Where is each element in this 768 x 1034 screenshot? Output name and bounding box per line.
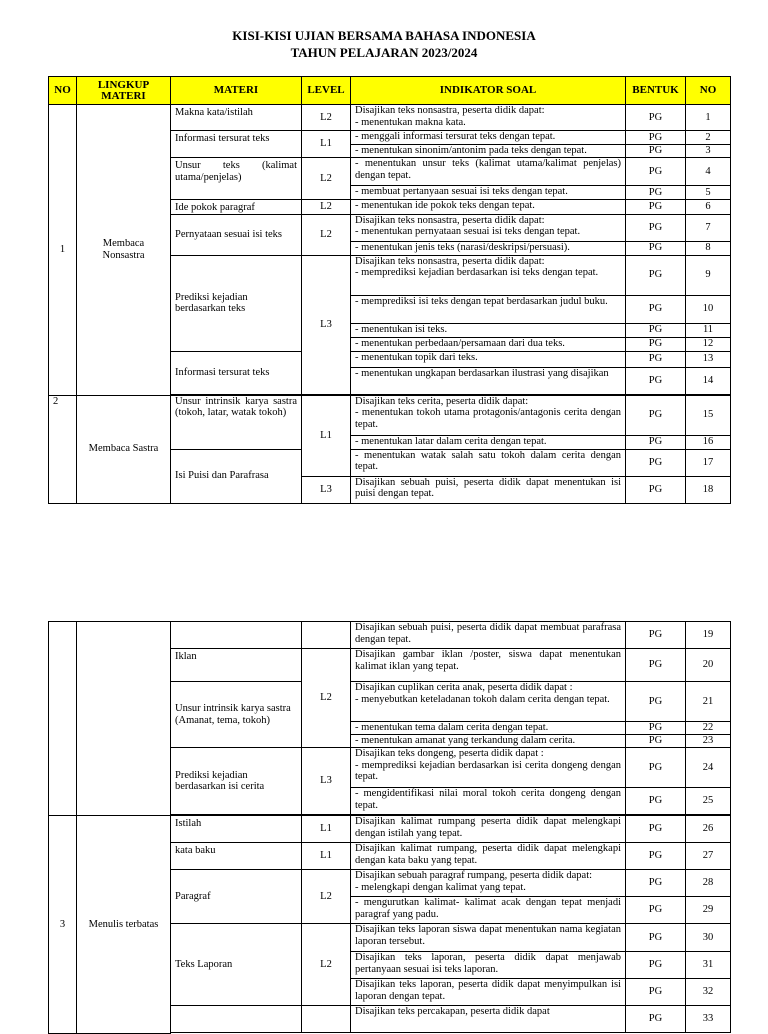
indikator-cell: - menggali informasi tersurat teks dengan tepat. (351, 131, 626, 145)
materi-cell (171, 1006, 302, 1033)
soal-number: 8 (686, 241, 731, 255)
bentuk-cell: PG (626, 337, 686, 351)
indikator-cell: - membuat pertanyaan sesuai isi teks dengan tepat. (351, 186, 626, 200)
row-number: 1 (49, 105, 77, 396)
header-lingkup-materi: LINGKUP MATERI (77, 77, 171, 105)
table-row (49, 816, 731, 843)
indikator-cell: - menentukan ide pokok teks dengan tepat. (351, 200, 626, 215)
soal-number: 10 (686, 295, 731, 323)
materi-cell: Pernyataan sesuai isi teks (171, 214, 302, 255)
indikator-cell: - menentukan perbedaan/persamaan dari dua teks. (351, 337, 626, 351)
bentuk-cell: PG (626, 622, 686, 649)
soal-number: 11 (686, 323, 731, 337)
indikator-cell: - menentukan latar dalam cerita dengan tepat. (351, 435, 626, 449)
bentuk-cell: PG (626, 295, 686, 323)
materi-cell: Informasi tersurat teks (171, 351, 302, 394)
header-level: LEVEL (302, 77, 351, 105)
indikator-cell: - menentukan ungkapan berdasarkan ilustrasi yang disajikan (351, 367, 626, 394)
header-indikator-soal: INDIKATOR SOAL (351, 77, 626, 105)
indikator-cell: Disajikan teks percakapan, peserta didik dapat (351, 1006, 626, 1033)
indikator-text: - melengkapi dengan kalimat yang tepat. (355, 881, 526, 893)
bentuk-cell: PG (626, 952, 686, 979)
lingkup-materi: Membaca Nonsastra (77, 105, 171, 396)
materi-cell (171, 622, 302, 649)
header-no: NO (49, 77, 77, 105)
materi-cell: kata baku (171, 843, 302, 870)
soal-number: 18 (686, 476, 731, 503)
bentuk-cell: PG (626, 105, 686, 131)
indikator-cell (351, 870, 626, 897)
indikator-text: Disajikan teks nonsastra, peserta didik dapat: (355, 255, 545, 267)
soal-number: 19 (686, 622, 731, 649)
soal-number: 16 (686, 435, 731, 449)
level-cell: L2 (302, 649, 351, 748)
indikator-text: - menentukan makna kata. (355, 116, 466, 128)
level-cell: L1 (302, 395, 351, 476)
soal-number: 17 (686, 449, 731, 476)
indikator-cell: Disajikan sebuah puisi, peserta didik dapat membuat parafrasa dengan tepat. (351, 622, 626, 649)
bentuk-cell: PG (626, 1006, 686, 1033)
materi-cell: Unsur intrinsik karya sastra (Amanat, tema, tokoh) (171, 682, 302, 748)
indikator-cell: - menentukan watak salah satu tokoh dalam cerita dengan tepat. (351, 449, 626, 476)
indikator-text: Disajikan cuplikan cerita anak, peserta didik dapat : (355, 682, 573, 693)
indikator-cell: - menentukan amanat yang terkandung dalam cerita. (351, 735, 626, 748)
level-cell: L2 (302, 924, 351, 1006)
bentuk-cell: PG (626, 897, 686, 924)
level-cell: L3 (302, 255, 351, 394)
bentuk-cell: PG (626, 186, 686, 200)
bentuk-cell: PG (626, 200, 686, 215)
bentuk-cell: PG (626, 255, 686, 295)
indikator-text: Disajikan teks nonsastra, peserta didik dapat: (355, 214, 545, 226)
soal-number: 4 (686, 158, 731, 186)
level-cell: L3 (302, 748, 351, 815)
indikator-cell (351, 214, 626, 241)
soal-number: 14 (686, 367, 731, 394)
lingkup-materi (77, 622, 171, 816)
table-row (49, 105, 731, 131)
soal-number: 33 (686, 1006, 731, 1033)
materi-cell: Makna kata/istilah (171, 105, 302, 131)
bentuk-cell: PG (626, 476, 686, 503)
soal-number: 13 (686, 351, 731, 367)
indikator-text: - menentukan pernyataan sesuai isi teks dengan tepat. (355, 226, 581, 237)
level-cell: L1 (302, 816, 351, 843)
materi-cell: Prediksi kejadian berdasarkan teks (171, 255, 302, 351)
indikator-text: Disajikan sebuah paragraf rumpang, peserta didik dapat: (355, 870, 593, 881)
materi-cell: Unsur intrinsik karya sastra (tokoh, latar, watak tokoh) (171, 395, 302, 449)
bentuk-cell: PG (626, 214, 686, 241)
bentuk-cell: PG (626, 351, 686, 367)
indikator-cell: - menentukan isi teks. (351, 323, 626, 337)
level-cell: L2 (302, 105, 351, 131)
bentuk-cell: PG (626, 649, 686, 682)
soal-number: 28 (686, 870, 731, 897)
bentuk-cell: PG (626, 788, 686, 815)
level-cell: L3 (302, 476, 351, 503)
soal-number: 32 (686, 979, 731, 1006)
materi-cell: Prediksi kejadian berdasarkan isi cerita (171, 748, 302, 815)
level-cell: L2 (302, 158, 351, 200)
header-bentuk: BENTUK (626, 77, 686, 105)
indikator-cell: - mengidentifikasi nilai moral tokoh cerita dongeng dengan tepat. (351, 788, 626, 815)
soal-number: 24 (686, 748, 731, 788)
indikator-cell: Disajikan teks laporan, peserta didik dapat menyimpulkan isi laporan dengan tepat. (351, 979, 626, 1006)
indikator-text: - menyebutkan keteladanan tokoh dalam cerita dengan tepat. (355, 693, 610, 705)
indikator-cell (351, 748, 626, 788)
materi-cell: Informasi tersurat teks (171, 131, 302, 158)
soal-number: 6 (686, 200, 731, 215)
indikator-cell: - menentukan tema dalam cerita dengan tepat. (351, 722, 626, 735)
soal-number: 12 (686, 337, 731, 351)
soal-number: 21 (686, 682, 731, 722)
soal-number: 22 (686, 722, 731, 735)
indikator-cell: Disajikan sebuah puisi, peserta didik dapat menentukan isi puisi dengan tepat. (351, 476, 626, 503)
soal-number: 1 (686, 105, 731, 131)
indikator-text: Disajikan teks nonsastra, peserta didik dapat: (355, 105, 545, 116)
soal-number: 20 (686, 649, 731, 682)
materi-cell: Isi Puisi dan Parafrasa (171, 449, 302, 503)
materi-cell: Istilah (171, 816, 302, 843)
indikator-cell: - memprediksi isi teks dengan tepat berdasarkan judul buku. (351, 295, 626, 323)
document-subtitle: TAHUN PELAJARAN 2023/2024 (290, 45, 478, 60)
header-row (49, 77, 731, 105)
bentuk-cell: PG (626, 870, 686, 897)
indikator-cell (351, 395, 626, 435)
soal-number: 26 (686, 816, 731, 843)
bentuk-cell: PG (626, 449, 686, 476)
materi-cell: Ide pokok paragraf (171, 200, 302, 215)
level-cell (302, 1006, 351, 1033)
header-materi: MATERI (171, 77, 302, 105)
bentuk-cell: PG (626, 722, 686, 735)
bentuk-cell: PG (626, 145, 686, 158)
soal-number: 15 (686, 395, 731, 435)
bentuk-cell: PG (626, 323, 686, 337)
soal-number: 29 (686, 897, 731, 924)
soal-number: 31 (686, 952, 731, 979)
soal-number: 30 (686, 924, 731, 952)
indikator-cell: Disajikan kalimat rumpang peserta didik dapat melengkapi dengan istilah yang tepat. (351, 816, 626, 843)
indikator-cell (351, 255, 626, 295)
lingkup-materi: Menulis terbatas (77, 816, 171, 1034)
indikator-cell: - menentukan sinonim/antonim pada teks dengan tepat. (351, 145, 626, 158)
bentuk-cell: PG (626, 241, 686, 255)
materi-cell: Unsur teks (kalimat utama/penjelas) (171, 158, 302, 200)
bentuk-cell: PG (626, 131, 686, 145)
level-cell (302, 622, 351, 649)
soal-number: 3 (686, 145, 731, 158)
soal-number: 2 (686, 131, 731, 145)
bentuk-cell: PG (626, 924, 686, 952)
indikator-cell: Disajikan teks laporan, peserta didik dapat menjawab pertanyaan sesuai isi teks laporan. (351, 952, 626, 979)
header-no-soal: NO (686, 77, 731, 105)
materi-cell: Teks Laporan (171, 924, 302, 1006)
indikator-cell: - menentukan unsur teks (kalimat utama/kalimat penjelas) dengan tepat. (351, 158, 626, 186)
level-cell: L2 (302, 200, 351, 215)
level-cell: L1 (302, 131, 351, 158)
document-title: KISI-KISI UJIAN BERSAMA BAHASA INDONESIA (232, 28, 536, 43)
bentuk-cell: PG (626, 735, 686, 748)
bentuk-cell: PG (626, 395, 686, 435)
indikator-text: - menentukan tokoh utama protagonis/antagonis cerita dengan tepat. (355, 407, 621, 430)
indikator-cell (351, 682, 626, 722)
indikator-cell: - menentukan topik dari teks. (351, 351, 626, 367)
table-row (49, 395, 731, 435)
table-row (49, 622, 731, 649)
bentuk-cell: PG (626, 682, 686, 722)
level-cell: L2 (302, 870, 351, 924)
soal-number: 5 (686, 186, 731, 200)
indikator-cell (351, 105, 626, 131)
soal-number: 27 (686, 843, 731, 870)
indikator-text: Disajikan teks dongeng, peserta didik dapat : (355, 748, 544, 759)
bentuk-cell: PG (626, 816, 686, 843)
lingkup-materi: Membaca Sastra (77, 395, 171, 503)
bentuk-cell: PG (626, 158, 686, 186)
level-cell: L2 (302, 214, 351, 255)
kisi-kisi-table-2 (48, 621, 731, 1034)
indikator-cell: Disajikan kalimat rumpang, peserta didik dapat melengkapi dengan kata baku yang tepat. (351, 843, 626, 870)
indikator-cell: - menentukan jenis teks (narasi/deskripsi/persuasi). (351, 241, 626, 255)
bentuk-cell: PG (626, 843, 686, 870)
soal-number: 23 (686, 735, 731, 748)
row-number: 3 (49, 816, 77, 1034)
bentuk-cell: PG (626, 435, 686, 449)
indikator-text: - memprediksi kejadian berdasarkan isi teks dengan tepat. (355, 267, 599, 278)
indikator-text: Disajikan teks cerita, peserta didik dapat: (355, 395, 529, 407)
soal-number: 25 (686, 788, 731, 815)
indikator-cell: Disajikan teks laporan siswa dapat menentukan nama kegiatan laporan tersebut. (351, 924, 626, 952)
materi-cell: Paragraf (171, 870, 302, 924)
bentuk-cell: PG (626, 748, 686, 788)
soal-number: 7 (686, 214, 731, 241)
soal-number: 9 (686, 255, 731, 295)
bentuk-cell: PG (626, 979, 686, 1006)
bentuk-cell: PG (626, 367, 686, 394)
indikator-text: - memprediksi kejadian berdasarkan isi cerita dongeng dengan tepat. (355, 759, 621, 782)
indikator-cell: - mengurutkan kalimat- kalimat acak dengan tepat menjadi paragraf yang padu. (351, 897, 626, 924)
row-number (49, 622, 77, 816)
kisi-kisi-table-1 (48, 76, 731, 504)
materi-cell: Iklan (171, 649, 302, 682)
level-cell: L1 (302, 843, 351, 870)
row-number: 2 (49, 395, 77, 503)
indikator-cell: Disajikan gambar iklan /poster, siswa dapat menentukan kalimat iklan yang tepat. (351, 649, 626, 682)
